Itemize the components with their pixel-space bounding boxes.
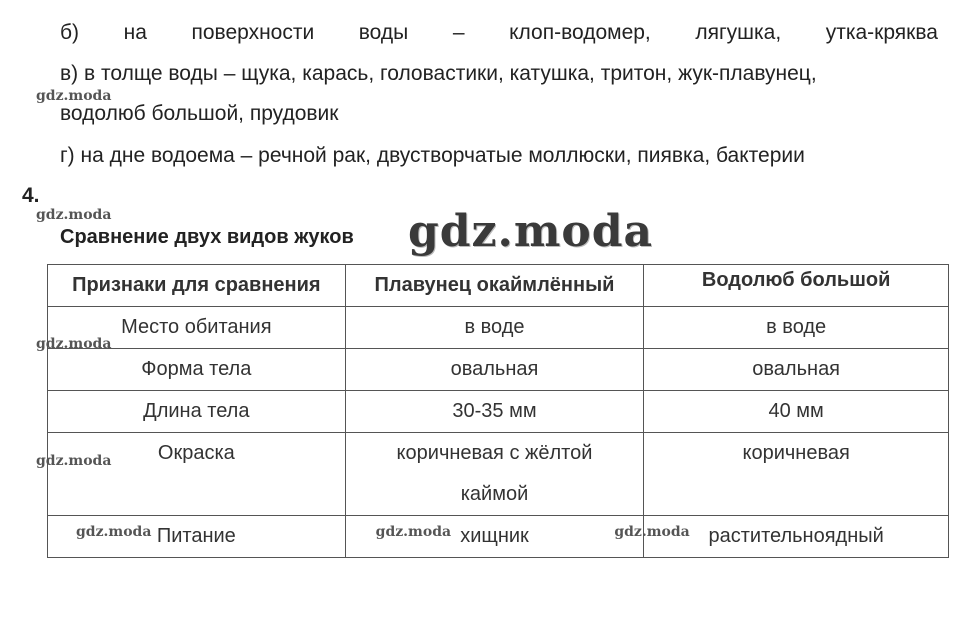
table-header-row — [48, 265, 949, 307]
word: – — [452, 21, 465, 44]
table-cell: в воде — [345, 307, 644, 349]
comparison-table — [47, 264, 949, 558]
watermark: gdz.moda — [614, 524, 690, 540]
word: на — [123, 21, 147, 44]
word: поверхности — [191, 21, 315, 44]
task-number: 4. — [22, 184, 40, 207]
list-item-v-line1: в) в толще воды – щука, карась, головастики, катушка, тритон, жук-плавунец, — [60, 62, 817, 85]
table-cell: коричневая — [644, 433, 949, 516]
table-cell: Окраска — [48, 433, 346, 516]
watermark: gdz.moda — [375, 524, 452, 540]
watermark: gdz.moda — [36, 453, 112, 469]
table-cell — [48, 516, 346, 558]
section-heading: Сравнение двух видов жуков — [60, 226, 354, 248]
watermark-logo: gdz.moda — [408, 206, 654, 257]
header-cell: Плавунец окаймлённый — [345, 265, 644, 307]
table-cell: Длина тела — [48, 391, 346, 433]
table-row — [48, 307, 949, 349]
table-cell: Форма тела — [48, 349, 346, 391]
table-cell: овальная — [345, 349, 644, 391]
word: клоп-водомер, — [509, 21, 651, 44]
word: утка-кряква — [825, 21, 938, 44]
table-cell — [345, 516, 644, 558]
watermark: gdz.moda — [76, 524, 152, 540]
word: б) — [60, 21, 80, 44]
table-cell: овальная — [644, 349, 949, 391]
header-cell: Водолюб большой — [644, 265, 949, 307]
word: лягушка, — [695, 21, 782, 44]
table-cell — [614, 516, 949, 558]
word: воды — [358, 21, 409, 44]
watermark: gdz.moda — [36, 336, 112, 352]
cell-text: хищник — [460, 525, 529, 547]
list-item-v-line2: водолюб большой, прудовик — [60, 102, 339, 125]
table-row — [48, 349, 949, 391]
cell-text: растительноядный — [708, 525, 884, 547]
table-row — [48, 516, 949, 558]
watermark: gdz.moda — [36, 88, 112, 104]
cell-text: коричневая с жёлтой каймой — [396, 442, 593, 505]
table-row — [48, 391, 949, 433]
table-cell: 40 мм — [644, 391, 949, 433]
table-cell: Место обитания — [48, 307, 346, 349]
table-cell: 30-35 мм — [345, 391, 644, 433]
list-item-g: г) на дне водоема – речной рак, двустворчатые моллюски, пиявка, бактерии — [60, 144, 805, 167]
cell-text: Питание — [156, 525, 236, 547]
table-cell: в воде — [644, 307, 949, 349]
list-item-b — [60, 20, 938, 46]
table-cell — [345, 433, 644, 516]
watermark: gdz.moda — [36, 207, 112, 223]
table-row — [48, 433, 949, 516]
header-cell: Признаки для сравнения — [48, 265, 346, 307]
